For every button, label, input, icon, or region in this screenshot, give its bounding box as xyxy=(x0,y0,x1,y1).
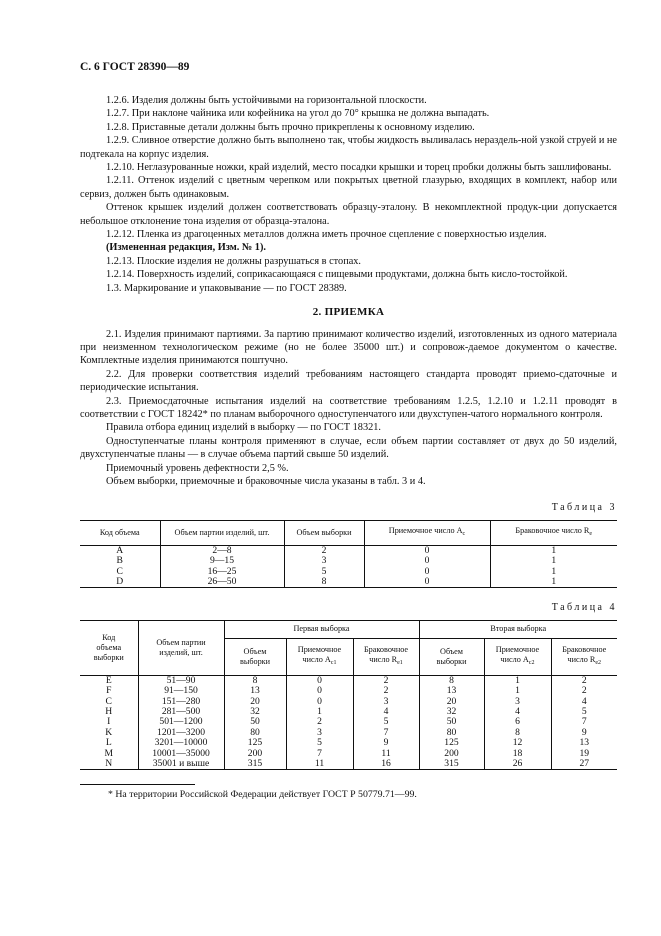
cell-code: K xyxy=(105,726,113,738)
cell-code: F xyxy=(106,685,112,697)
table3-caption: Таблица 3 xyxy=(551,502,617,514)
table3-header-code: Код объема xyxy=(80,520,160,545)
table4-header-code-line2: объема xyxy=(96,642,122,652)
cell-code: A xyxy=(116,544,124,556)
section-title: 2. ПРИЕМКА xyxy=(312,306,385,319)
cell-accept1: 1 xyxy=(286,707,353,717)
cell-sample1-size: 13 xyxy=(224,686,286,696)
table4-header-volume-2 xyxy=(419,638,484,675)
table4-header-reject-2-line2 xyxy=(554,655,616,668)
table4-header-reject-2-sub: e2 xyxy=(595,660,601,667)
cell-sample1-size: 32 xyxy=(224,707,286,717)
page-header: С. 6 ГОСТ 28390—89 xyxy=(80,61,190,73)
table4-header-accept-2-line2 xyxy=(487,655,549,668)
table4-header-reject-2-line1: Браковочное xyxy=(562,645,607,655)
table4-header-accept-2-line1: Приемочное xyxy=(495,645,540,655)
amendment-note: (Измененная редакция, Изм. № 1). xyxy=(106,242,266,254)
cell-lot-size: 501—1200 xyxy=(138,717,224,727)
paragraph: 1.2.8. Приставные детали должны быть прочно прикреплены к основному изделию. xyxy=(106,121,475,133)
table4-header-row-1 xyxy=(80,620,617,638)
cell-accept1: 11 xyxy=(286,759,353,770)
table4-header-accept-1-sub: c1 xyxy=(330,660,337,667)
table4-header-accept-1 xyxy=(286,638,353,675)
paragraph: 1.2.14. Поверхность изделий, соприкасающаяся с пищевыми продуктами, должна быть кисло-тостойкой. xyxy=(106,269,568,281)
cell-code: C xyxy=(116,565,123,577)
table4-caption: Таблица 4 xyxy=(551,602,617,614)
paragraph: Правила отбора единиц изделий в выборку — по ГОСТ 18321. xyxy=(106,422,381,434)
table4-header-accept-1-line2 xyxy=(289,655,351,668)
table3-header-accept xyxy=(364,520,490,545)
cell-lot-size: 2—8 xyxy=(160,545,284,556)
cell-lot-size: 3201—10000 xyxy=(138,738,224,748)
cell-accept1: 0 xyxy=(286,686,353,696)
table4-header-accept-2-sub: c2 xyxy=(528,660,535,667)
paragraphs-mid xyxy=(80,255,617,295)
cell-lot-size: 10001—35000 xyxy=(138,749,224,759)
paragraph: 2.2. Для проверки соответствия изделий требованиям настоящего стандарта проводят приемо-сдаточные и периодические испытания. xyxy=(80,368,617,394)
cell-reject2: 7 xyxy=(551,717,617,727)
cell-reject1: 2 xyxy=(353,686,419,696)
cell-reject2: 5 xyxy=(551,707,617,717)
cell-lot-size: 281—500 xyxy=(138,707,224,717)
table4-header-accept-1-text: число A xyxy=(302,655,331,665)
cell-reject2: 13 xyxy=(551,738,617,748)
cell-accept-number: 0 xyxy=(364,567,490,577)
cell-reject1: 5 xyxy=(353,717,419,727)
table3-header-accept-sub: c xyxy=(462,531,466,538)
footnote-divider xyxy=(80,784,195,785)
cell-accept2: 3 xyxy=(484,697,551,707)
cell-code: D xyxy=(80,577,160,588)
cell-reject1: 3 xyxy=(353,697,419,707)
table-row xyxy=(80,577,617,588)
cell-sample2-size: 8 xyxy=(419,675,484,686)
cell-sample2-size: 13 xyxy=(419,686,484,696)
cell-reject2: 2 xyxy=(551,686,617,696)
paragraph: Оттенок крышек изделий должен соответствовать образцу-эталону. В некомплектной продук-ции допускается небольшое отклонение тона изделия от образца-эталона. xyxy=(80,202,617,227)
table-row xyxy=(80,759,617,770)
cell-lot-size: 91—150 xyxy=(138,686,224,696)
table4-header-volume-1-line1: Объем xyxy=(243,646,267,656)
cell-reject2: 19 xyxy=(551,749,617,759)
paragraph: 2.1. Изделия принимают партиями. За партию принимают количество изделий, изготовленных из одного материала при неизменном технологическом режиме (но не более 35000 шт.) и сопровож-даемое документом о качестве. Комплектные изделия принимаются поштучно. xyxy=(80,328,617,367)
cell-code: H xyxy=(105,706,113,718)
table4-header-reject-1 xyxy=(353,638,419,675)
table4-header-reject-2 xyxy=(551,638,617,675)
paragraph: Приемочный уровень дефектности 2,5 %. xyxy=(106,462,289,474)
paragraph: 1.2.13. Плоские изделия не должны разрушаться в стопах. xyxy=(106,255,361,267)
paragraphs-top xyxy=(80,94,617,241)
table3-header-row xyxy=(80,520,617,545)
table3-header-reject-sub: e xyxy=(589,531,593,538)
cell-accept2: 8 xyxy=(484,728,551,738)
paragraphs-section xyxy=(80,328,617,489)
paragraph: 1.2.11. Оттенок изделий с цветным черепком или покрытых цветной глазурью, входящих в комплект, набор или сервиз, должен быть одинаковым. xyxy=(80,175,617,200)
cell-accept1: 3 xyxy=(286,728,353,738)
paragraph: Одноступенчатые планы контроля применяют в случае, если объем партии составляет от двух до 50 изделий, двухступенчатые планы — в случае объема партий свыше 50 изделий. xyxy=(80,435,617,461)
cell-reject-number: 1 xyxy=(490,545,617,556)
table-row xyxy=(80,686,617,696)
cell-code: C xyxy=(105,695,112,707)
table4-header-reject-1-sub: e1 xyxy=(397,660,403,667)
cell-accept1: 0 xyxy=(286,697,353,707)
cell-code: N xyxy=(80,759,138,770)
paragraph: Объем выборки, приемочные и браковочные числа указаны в табл. 3 и 4. xyxy=(106,475,426,487)
table4-header-code-line3: выборки xyxy=(93,652,124,662)
cell-code: I xyxy=(107,716,111,728)
cell-reject2: 2 xyxy=(551,675,617,686)
cell-lot-size: 1201—3200 xyxy=(138,728,224,738)
cell-sample1-size: 315 xyxy=(224,759,286,770)
cell-sample1-size: 200 xyxy=(224,749,286,759)
cell-accept2: 1 xyxy=(484,686,551,696)
cell-sample2-size: 20 xyxy=(419,697,484,707)
table-row xyxy=(80,567,617,577)
table-row xyxy=(80,545,617,556)
cell-sample1-size: 20 xyxy=(224,697,286,707)
table4-header-accept-2-text: число A xyxy=(500,655,529,665)
cell-accept2: 4 xyxy=(484,707,551,717)
table4 xyxy=(80,620,617,771)
cell-lot-size: 151—280 xyxy=(138,697,224,707)
cell-accept-number: 0 xyxy=(364,577,490,588)
cell-reject2: 4 xyxy=(551,697,617,707)
table4-body xyxy=(80,675,617,770)
cell-accept1: 5 xyxy=(286,738,353,748)
cell-accept2: 18 xyxy=(484,749,551,759)
table4-header-lot xyxy=(138,620,224,675)
cell-lot-size: 51—90 xyxy=(138,675,224,686)
cell-sample2-size: 32 xyxy=(419,707,484,717)
paragraph: 1.2.12. Пленка из драгоценных металлов должна иметь прочное сцепление с поверхностью изделия. xyxy=(106,229,547,241)
cell-sample-size: 8 xyxy=(284,577,364,588)
cell-accept1: 7 xyxy=(286,749,353,759)
table4-header-reject-1-text: число R xyxy=(369,655,398,665)
document-body xyxy=(80,94,617,802)
cell-accept-number: 0 xyxy=(364,545,490,556)
table3 xyxy=(80,520,617,589)
cell-sample-size: 5 xyxy=(284,567,364,577)
paragraph: 2.3. Приемосдаточные испытания изделий на соответствие требованиям 1.2.5, 1.2.10 и 1.2.11 проводят в соответствии с ГОСТ 18242* по планам выборочного одноступенчатого или двухступен-чатого нормального контроля. xyxy=(80,395,617,420)
table4-header-reject-1-line2 xyxy=(356,655,417,668)
paragraph: 1.2.9. Сливное отверстие должно быть выполнено так, чтобы жидкость выливалась нераздель-ной узкой струей и не подтекала на корпус изделия. xyxy=(80,135,617,160)
cell-reject1: 2 xyxy=(353,675,419,686)
table4-header-code xyxy=(80,620,138,675)
table4-header-accept-2 xyxy=(484,638,551,675)
cell-reject1: 7 xyxy=(353,728,419,738)
cell-sample1-size: 125 xyxy=(224,738,286,748)
cell-code: M xyxy=(104,747,114,759)
cell-reject1: 4 xyxy=(353,707,419,717)
table4-header-reject-1-line1: Браковочное xyxy=(363,645,409,655)
cell-sample-size: 2 xyxy=(284,545,364,556)
table3-header-sample: Объем выборки xyxy=(284,520,364,545)
cell-sample1-size: 8 xyxy=(224,675,286,686)
cell-accept2: 1 xyxy=(484,675,551,686)
cell-sample2-size: 50 xyxy=(419,717,484,727)
cell-lot-size: 35001 и выше xyxy=(138,759,224,770)
table3-header-reject-text: Браковочное число R xyxy=(515,526,590,536)
table4-header-first-sample: Первая выборка xyxy=(224,620,419,638)
cell-lot-size: 16—25 xyxy=(160,567,284,577)
table3-header-accept-text: Приемочное число A xyxy=(388,526,463,536)
cell-lot-size: 26—50 xyxy=(160,577,284,588)
table-row xyxy=(80,556,617,566)
cell-sample2-size: 315 xyxy=(419,759,484,770)
table4-header-reject-2-text: число R xyxy=(567,655,596,665)
cell-sample1-size: 80 xyxy=(224,728,286,738)
cell-code: L xyxy=(105,737,112,749)
table4-header-volume-1 xyxy=(224,638,286,675)
table4-header-volume-2-line2: выборки xyxy=(436,656,467,666)
cell-code: B xyxy=(116,555,123,567)
cell-accept1: 2 xyxy=(286,717,353,727)
cell-sample-size: 3 xyxy=(284,556,364,566)
table3-body xyxy=(80,545,617,588)
table4-header-volume-2-line1: Объем xyxy=(440,646,463,656)
table3-header-reject xyxy=(490,520,617,545)
table4-header-accept-1-line1: Приемочное xyxy=(297,645,342,655)
cell-lot-size: 9—15 xyxy=(160,556,284,566)
cell-reject2: 9 xyxy=(551,728,617,738)
footnote: * На территории Российской Федерации действует ГОСТ Р 50779.71—99. xyxy=(108,789,417,801)
cell-accept2: 12 xyxy=(484,738,551,748)
cell-sample1-size: 50 xyxy=(224,717,286,727)
cell-accept2: 26 xyxy=(484,759,551,770)
cell-reject-number: 1 xyxy=(490,567,617,577)
table4-header-lot-line2: изделий, шт. xyxy=(159,647,203,657)
cell-accept-number: 0 xyxy=(364,556,490,566)
cell-accept1: 0 xyxy=(286,675,353,686)
cell-accept2: 6 xyxy=(484,717,551,727)
cell-sample2-size: 80 xyxy=(419,728,484,738)
cell-sample2-size: 125 xyxy=(419,738,484,748)
cell-code: E xyxy=(105,674,112,686)
paragraph: 1.3. Маркирование и упаковывание — по ГОСТ 28389. xyxy=(106,282,347,294)
table4-header-volume-1-line2: выборки xyxy=(239,656,271,666)
table4-header-code-line1: Код xyxy=(102,632,116,642)
cell-sample2-size: 200 xyxy=(419,749,484,759)
table-row xyxy=(80,675,617,686)
cell-reject1: 11 xyxy=(353,749,419,759)
cell-reject1: 16 xyxy=(353,759,419,770)
paragraph: 1.2.7. При наклоне чайника или кофейника на угол до 70° крышка не должна выпадать. xyxy=(106,108,490,120)
table4-header-lot-line1: Объем партии xyxy=(156,637,206,647)
cell-reject-number: 1 xyxy=(490,556,617,566)
cell-reject-number: 1 xyxy=(490,577,617,588)
cell-reject1: 9 xyxy=(353,738,419,748)
cell-reject2: 27 xyxy=(551,759,617,770)
table-row xyxy=(80,697,617,707)
paragraph: 1.2.10. Неглазурованные ножки, край изделий, место посадки крышки и торец пробки должны быть зашлифованы. xyxy=(106,162,612,174)
table3-header-lot: Объем партии изделий, шт. xyxy=(160,520,284,545)
paragraph: 1.2.6. Изделия должны быть устойчивыми на горизонтальной плоскости. xyxy=(106,95,427,106)
table4-header-second-sample: Вторая выборка xyxy=(419,620,617,638)
